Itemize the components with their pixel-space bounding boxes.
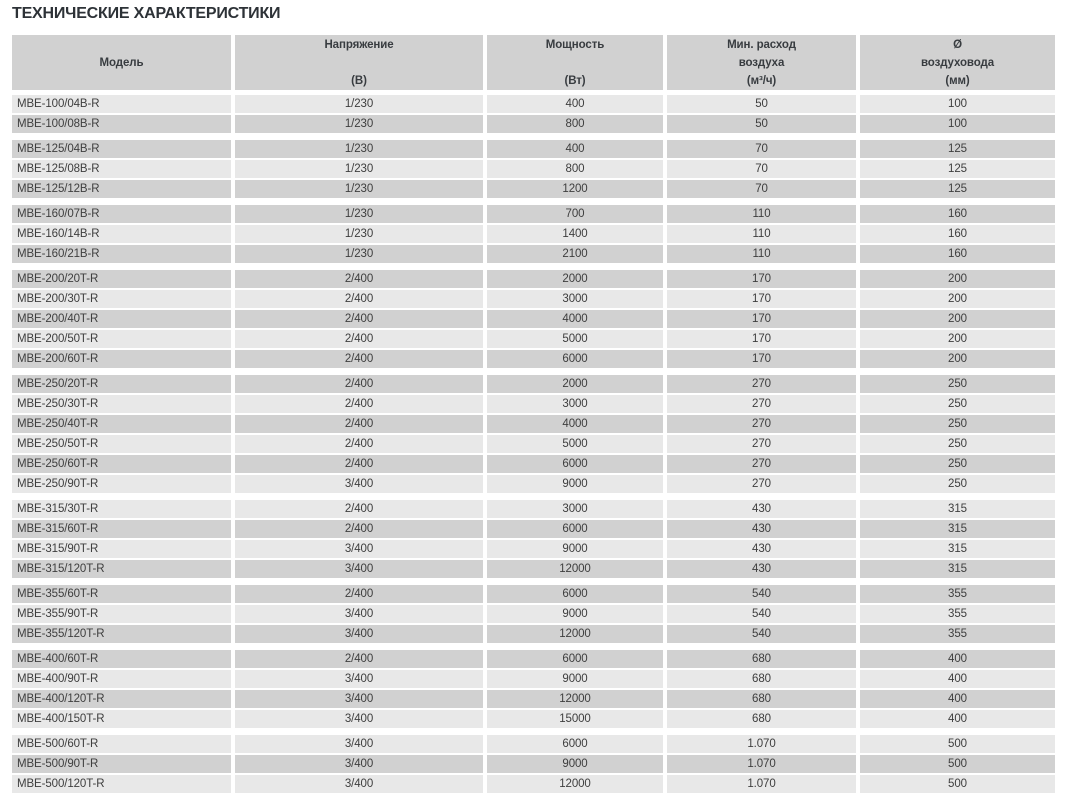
cell-diameter: 160 bbox=[860, 205, 1055, 225]
cell-power: 5000 bbox=[487, 330, 667, 350]
cell-power: 9000 bbox=[487, 475, 667, 495]
table-body bbox=[12, 95, 1055, 795]
cell-diameter: 200 bbox=[860, 350, 1055, 370]
cell-voltage: 1/230 bbox=[235, 205, 487, 225]
cell-airflow: 540 bbox=[667, 625, 860, 645]
cell-model: MBE-100/08B-R bbox=[12, 115, 235, 135]
cell-power: 2100 bbox=[487, 245, 667, 265]
cell-voltage: 2/400 bbox=[235, 350, 487, 370]
table-row bbox=[12, 310, 1055, 330]
header-line: Мощность bbox=[545, 39, 605, 51]
cell-model: MBE-200/30T-R bbox=[12, 290, 235, 310]
cell-voltage: 3/400 bbox=[235, 735, 487, 755]
cell-model: MBE-400/90T-R bbox=[12, 670, 235, 690]
cell-diameter: 315 bbox=[860, 520, 1055, 540]
header-line bbox=[487, 54, 663, 72]
cell-power: 3000 bbox=[487, 290, 667, 310]
cell-airflow: 680 bbox=[667, 690, 860, 710]
table-row bbox=[12, 755, 1055, 775]
cell-airflow: 430 bbox=[667, 540, 860, 560]
table-row bbox=[12, 735, 1055, 755]
cell-airflow: 110 bbox=[667, 225, 860, 245]
cell-diameter: 160 bbox=[860, 245, 1055, 265]
cell-voltage: 2/400 bbox=[235, 330, 487, 350]
cell-airflow: 270 bbox=[667, 395, 860, 415]
table-row bbox=[12, 775, 1055, 795]
cell-model: MBE-315/30T-R bbox=[12, 500, 235, 520]
cell-model: MBE-200/40T-R bbox=[12, 310, 235, 330]
cell-voltage: 2/400 bbox=[235, 415, 487, 435]
page-title: ТЕХНИЧЕСКИЕ ХАРАКТЕРИСТИКИ bbox=[12, 5, 281, 22]
cell-power: 1200 bbox=[487, 180, 667, 200]
cell-voltage: 2/400 bbox=[235, 520, 487, 540]
cell-airflow: 680 bbox=[667, 670, 860, 690]
table-row bbox=[12, 540, 1055, 560]
cell-power: 3000 bbox=[487, 500, 667, 520]
cell-model: MBE-200/50T-R bbox=[12, 330, 235, 350]
cell-model: MBE-160/07B-R bbox=[12, 205, 235, 225]
cell-power: 15000 bbox=[487, 710, 667, 730]
cell-voltage: 2/400 bbox=[235, 435, 487, 455]
cell-voltage: 3/400 bbox=[235, 475, 487, 495]
cell-airflow: 270 bbox=[667, 475, 860, 495]
cell-power: 2000 bbox=[487, 270, 667, 290]
table-row bbox=[12, 605, 1055, 625]
cell-model: MBE-400/60T-R bbox=[12, 650, 235, 670]
header-line: (мм) bbox=[945, 75, 970, 87]
table-row bbox=[12, 520, 1055, 540]
cell-diameter: 125 bbox=[860, 140, 1055, 160]
table-row bbox=[12, 205, 1055, 225]
cell-power: 1400 bbox=[487, 225, 667, 245]
cell-voltage: 1/230 bbox=[235, 115, 487, 135]
cell-diameter: 125 bbox=[860, 180, 1055, 200]
cell-model: MBE-500/60T-R bbox=[12, 735, 235, 755]
cell-airflow: 430 bbox=[667, 560, 860, 580]
cell-power: 2000 bbox=[487, 375, 667, 395]
cell-airflow: 540 bbox=[667, 605, 860, 625]
cell-power: 6000 bbox=[487, 735, 667, 755]
cell-model: MBE-125/04B-R bbox=[12, 140, 235, 160]
cell-airflow: 430 bbox=[667, 520, 860, 540]
cell-voltage: 3/400 bbox=[235, 710, 487, 730]
header-row bbox=[12, 35, 1055, 95]
cell-model: MBE-315/60T-R bbox=[12, 520, 235, 540]
cell-airflow: 70 bbox=[667, 140, 860, 160]
cell-voltage: 3/400 bbox=[235, 625, 487, 645]
cell-power: 5000 bbox=[487, 435, 667, 455]
cell-diameter: 500 bbox=[860, 735, 1055, 755]
table-row bbox=[12, 690, 1055, 710]
table-row bbox=[12, 330, 1055, 350]
table-row bbox=[12, 650, 1055, 670]
cell-model: MBE-400/120T-R bbox=[12, 690, 235, 710]
cell-model: MBE-315/120T-R bbox=[12, 560, 235, 580]
cell-airflow: 680 bbox=[667, 710, 860, 730]
cell-diameter: 200 bbox=[860, 330, 1055, 350]
cell-airflow: 110 bbox=[667, 205, 860, 225]
cell-power: 400 bbox=[487, 95, 667, 115]
table-row bbox=[12, 350, 1055, 370]
cell-model: MBE-200/20T-R bbox=[12, 270, 235, 290]
cell-voltage: 1/230 bbox=[235, 180, 487, 200]
table-header bbox=[12, 35, 1055, 95]
cell-diameter: 400 bbox=[860, 690, 1055, 710]
cell-diameter: 500 bbox=[860, 775, 1055, 795]
cell-power: 9000 bbox=[487, 670, 667, 690]
table-row bbox=[12, 270, 1055, 290]
cell-airflow: 50 bbox=[667, 95, 860, 115]
cell-airflow: 270 bbox=[667, 375, 860, 395]
cell-power: 6000 bbox=[487, 350, 667, 370]
cell-diameter: 400 bbox=[860, 650, 1055, 670]
cell-airflow: 430 bbox=[667, 500, 860, 520]
cell-power: 6000 bbox=[487, 455, 667, 475]
cell-voltage: 2/400 bbox=[235, 500, 487, 520]
cell-voltage: 2/400 bbox=[235, 395, 487, 415]
header-line: Мин. расход bbox=[727, 39, 796, 51]
cell-voltage: 3/400 bbox=[235, 670, 487, 690]
cell-voltage: 2/400 bbox=[235, 585, 487, 605]
cell-model: MBE-250/60T-R bbox=[12, 455, 235, 475]
cell-power: 12000 bbox=[487, 690, 667, 710]
cell-power: 12000 bbox=[487, 775, 667, 795]
cell-model: MBE-250/50T-R bbox=[12, 435, 235, 455]
cell-model: MBE-160/14B-R bbox=[12, 225, 235, 245]
table-row bbox=[12, 160, 1055, 180]
cell-diameter: 400 bbox=[860, 670, 1055, 690]
cell-airflow: 680 bbox=[667, 650, 860, 670]
cell-diameter: 200 bbox=[860, 270, 1055, 290]
cell-diameter: 315 bbox=[860, 500, 1055, 520]
header-line: (м³/ч) bbox=[746, 75, 777, 87]
cell-diameter: 315 bbox=[860, 540, 1055, 560]
table-row bbox=[12, 500, 1055, 520]
cell-model: MBE-500/90T-R bbox=[12, 755, 235, 775]
cell-voltage: 3/400 bbox=[235, 560, 487, 580]
cell-voltage: 3/400 bbox=[235, 540, 487, 560]
cell-model: MBE-100/04B-R bbox=[12, 95, 235, 115]
cell-diameter: 250 bbox=[860, 395, 1055, 415]
cell-power: 4000 bbox=[487, 415, 667, 435]
cell-airflow: 1.070 bbox=[667, 755, 860, 775]
cell-diameter: 500 bbox=[860, 755, 1055, 775]
cell-voltage: 1/230 bbox=[235, 140, 487, 160]
cell-diameter: 250 bbox=[860, 375, 1055, 395]
header-line: Ø bbox=[953, 39, 962, 51]
cell-voltage: 1/230 bbox=[235, 95, 487, 115]
cell-airflow: 170 bbox=[667, 270, 860, 290]
cell-model: MBE-355/60T-R bbox=[12, 585, 235, 605]
cell-diameter: 100 bbox=[860, 115, 1055, 135]
cell-power: 400 bbox=[487, 140, 667, 160]
table-row bbox=[12, 560, 1055, 580]
header-line: воздуховода bbox=[920, 57, 994, 69]
cell-voltage: 1/230 bbox=[235, 160, 487, 180]
cell-power: 4000 bbox=[487, 310, 667, 330]
cell-diameter: 250 bbox=[860, 435, 1055, 455]
table-row bbox=[12, 395, 1055, 415]
cell-diameter: 160 bbox=[860, 225, 1055, 245]
table-row bbox=[12, 115, 1055, 135]
table-row bbox=[12, 245, 1055, 265]
table-row bbox=[12, 455, 1055, 475]
specs-table bbox=[12, 35, 1055, 795]
cell-power: 6000 bbox=[487, 650, 667, 670]
cell-airflow: 70 bbox=[667, 160, 860, 180]
cell-power: 9000 bbox=[487, 540, 667, 560]
cell-airflow: 110 bbox=[667, 245, 860, 265]
cell-voltage: 1/230 bbox=[235, 245, 487, 265]
cell-voltage: 2/400 bbox=[235, 290, 487, 310]
cell-power: 9000 bbox=[487, 755, 667, 775]
cell-power: 6000 bbox=[487, 520, 667, 540]
cell-model: MBE-355/120T-R bbox=[12, 625, 235, 645]
cell-airflow: 170 bbox=[667, 350, 860, 370]
cell-model: MBE-500/120T-R bbox=[12, 775, 235, 795]
table-row bbox=[12, 95, 1055, 115]
cell-model: MBE-400/150T-R bbox=[12, 710, 235, 730]
table-row bbox=[12, 225, 1055, 245]
cell-model: MBE-200/60T-R bbox=[12, 350, 235, 370]
cell-voltage: 1/230 bbox=[235, 225, 487, 245]
cell-voltage: 3/400 bbox=[235, 605, 487, 625]
cell-model: MBE-250/40T-R bbox=[12, 415, 235, 435]
cell-airflow: 170 bbox=[667, 290, 860, 310]
cell-diameter: 355 bbox=[860, 605, 1055, 625]
table-row bbox=[12, 435, 1055, 455]
table-row bbox=[12, 625, 1055, 645]
cell-diameter: 200 bbox=[860, 290, 1055, 310]
cell-voltage: 2/400 bbox=[235, 650, 487, 670]
header-line: Напряжение bbox=[324, 39, 394, 51]
cell-voltage: 2/400 bbox=[235, 270, 487, 290]
page bbox=[0, 5, 1067, 808]
cell-model: MBE-315/90T-R bbox=[12, 540, 235, 560]
cell-diameter: 125 bbox=[860, 160, 1055, 180]
table-row bbox=[12, 180, 1055, 200]
cell-power: 12000 bbox=[487, 625, 667, 645]
table-row bbox=[12, 475, 1055, 495]
cell-voltage: 2/400 bbox=[235, 310, 487, 330]
table-row bbox=[12, 670, 1055, 690]
cell-airflow: 540 bbox=[667, 585, 860, 605]
cell-model: MBE-250/30T-R bbox=[12, 395, 235, 415]
table-row bbox=[12, 415, 1055, 435]
cell-diameter: 400 bbox=[860, 710, 1055, 730]
cell-airflow: 270 bbox=[667, 435, 860, 455]
cell-model: MBE-250/90T-R bbox=[12, 475, 235, 495]
col-header-diameter bbox=[860, 35, 1055, 95]
table-row bbox=[12, 290, 1055, 310]
cell-model: MBE-160/21B-R bbox=[12, 245, 235, 265]
cell-power: 800 bbox=[487, 115, 667, 135]
cell-voltage: 2/400 bbox=[235, 375, 487, 395]
col-header-airflow bbox=[667, 35, 860, 95]
cell-diameter: 355 bbox=[860, 625, 1055, 645]
cell-power: 3000 bbox=[487, 395, 667, 415]
cell-diameter: 250 bbox=[860, 455, 1055, 475]
table-row bbox=[12, 585, 1055, 605]
cell-airflow: 70 bbox=[667, 180, 860, 200]
cell-diameter: 200 bbox=[860, 310, 1055, 330]
cell-power: 6000 bbox=[487, 585, 667, 605]
cell-diameter: 250 bbox=[860, 475, 1055, 495]
header-line: (Вт) bbox=[564, 75, 586, 87]
cell-airflow: 1.070 bbox=[667, 775, 860, 795]
col-header-power bbox=[487, 35, 667, 95]
cell-power: 700 bbox=[487, 205, 667, 225]
col-header-model bbox=[12, 35, 235, 95]
cell-airflow: 170 bbox=[667, 330, 860, 350]
header-line: Модель bbox=[99, 57, 144, 69]
cell-diameter: 250 bbox=[860, 415, 1055, 435]
cell-model: MBE-355/90T-R bbox=[12, 605, 235, 625]
header-line: (В) bbox=[351, 75, 367, 87]
cell-power: 800 bbox=[487, 160, 667, 180]
cell-airflow: 270 bbox=[667, 455, 860, 475]
cell-diameter: 100 bbox=[860, 95, 1055, 115]
table-row bbox=[12, 375, 1055, 395]
header-line bbox=[12, 36, 231, 54]
cell-model: MBE-125/12B-R bbox=[12, 180, 235, 200]
cell-power: 12000 bbox=[487, 560, 667, 580]
cell-airflow: 170 bbox=[667, 310, 860, 330]
cell-voltage: 3/400 bbox=[235, 755, 487, 775]
col-header-voltage bbox=[235, 35, 487, 95]
cell-diameter: 355 bbox=[860, 585, 1055, 605]
cell-voltage: 3/400 bbox=[235, 775, 487, 795]
cell-voltage: 3/400 bbox=[235, 690, 487, 710]
cell-airflow: 50 bbox=[667, 115, 860, 135]
cell-airflow: 1.070 bbox=[667, 735, 860, 755]
table-row bbox=[12, 140, 1055, 160]
header-line: воздуха bbox=[738, 57, 785, 69]
table-row bbox=[12, 710, 1055, 730]
header-line bbox=[12, 72, 231, 90]
cell-model: MBE-125/08B-R bbox=[12, 160, 235, 180]
cell-diameter: 315 bbox=[860, 560, 1055, 580]
cell-airflow: 270 bbox=[667, 415, 860, 435]
cell-voltage: 2/400 bbox=[235, 455, 487, 475]
cell-model: MBE-250/20T-R bbox=[12, 375, 235, 395]
cell-power: 9000 bbox=[487, 605, 667, 625]
header-line bbox=[235, 54, 483, 72]
